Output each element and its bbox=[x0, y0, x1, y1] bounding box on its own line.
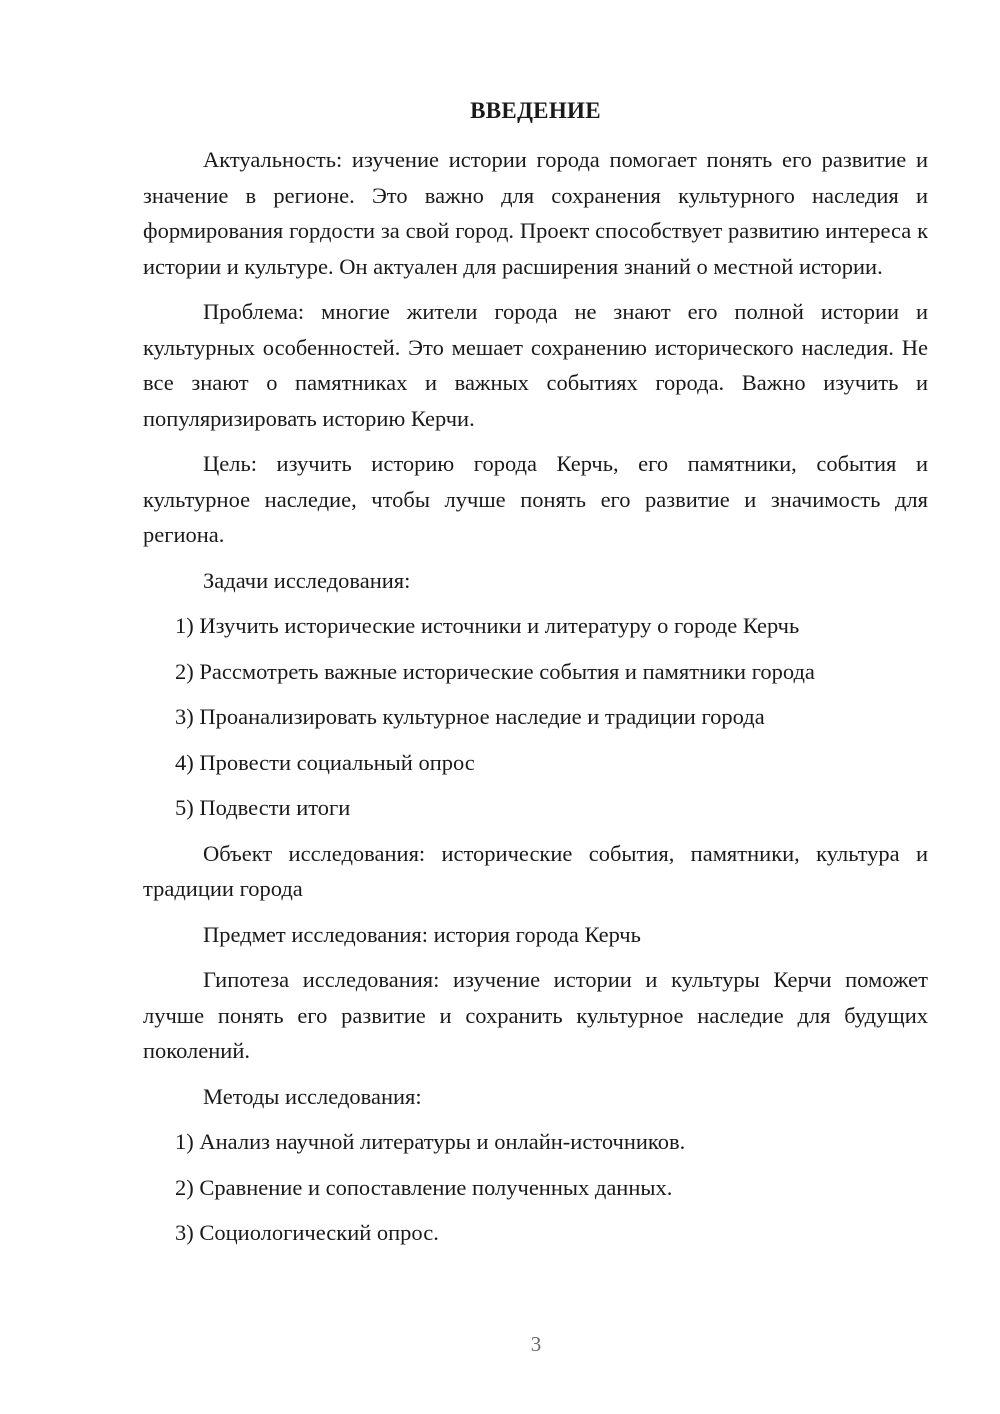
task-item: 4) Провести социальный опрос bbox=[175, 749, 475, 775]
methods-list bbox=[143, 1124, 928, 1251]
subject-paragraph: Предмет исследования: история города Керчь bbox=[203, 921, 641, 947]
page-heading: ВВЕДЕНИЕ bbox=[470, 98, 601, 123]
task-item: 3) Проанализировать культурное наследие и традиции города bbox=[175, 704, 765, 729]
method-item: 3) Социологический опрос. bbox=[175, 1220, 439, 1245]
page-number: 3 bbox=[530, 1332, 542, 1356]
task-item: 5) Подвести итоги bbox=[175, 795, 351, 820]
method-item: 2) Сравнение и сопоставление полученных данных. bbox=[175, 1174, 673, 1200]
relevance-paragraph: Актуальность: изучение истории города помогает понять его развитие и значение в регионе. Это важно для сохранения культурного наследия и формирования гордости за свой город. Проект способствует развитию интереса к истории и культуре. Он актуален для расширения знаний о местной истории. bbox=[143, 147, 928, 279]
tasks-title: Задачи исследования: bbox=[203, 567, 411, 593]
hypothesis-paragraph: Гипотеза исследования: изучение истории и культуры Керчи поможет лучше понять его развитие и сохранить культурное наследие для будущих поколений. bbox=[143, 967, 928, 1063]
goal-paragraph: Цель: изучить историю города Керчь, его памятники, события и культурное наследие, чтобы лучше понять его развитие и значимость для региона. bbox=[143, 451, 928, 547]
tasks-list bbox=[143, 608, 928, 826]
methods-title: Методы исследования: bbox=[203, 1083, 422, 1109]
method-item: 1) Анализ научной литературы и онлайн-источников. bbox=[175, 1129, 686, 1154]
object-paragraph: Объект исследования: исторические события, памятники, культура и традиции города bbox=[143, 840, 928, 901]
task-item: 2) Рассмотреть важные исторические события и памятники города bbox=[175, 658, 815, 684]
document-page bbox=[143, 94, 928, 1261]
problem-paragraph: Проблема: многие жители города не знают его полной истории и культурных особенностей. Это мешает сохранению исторического наследия. Не все знают о памятниках и важных событиях города. Важно изучить и популяризировать историю Керчи. bbox=[143, 299, 928, 431]
task-item: 1) Изучить исторические источники и литературу о городе Керчь bbox=[175, 613, 800, 638]
